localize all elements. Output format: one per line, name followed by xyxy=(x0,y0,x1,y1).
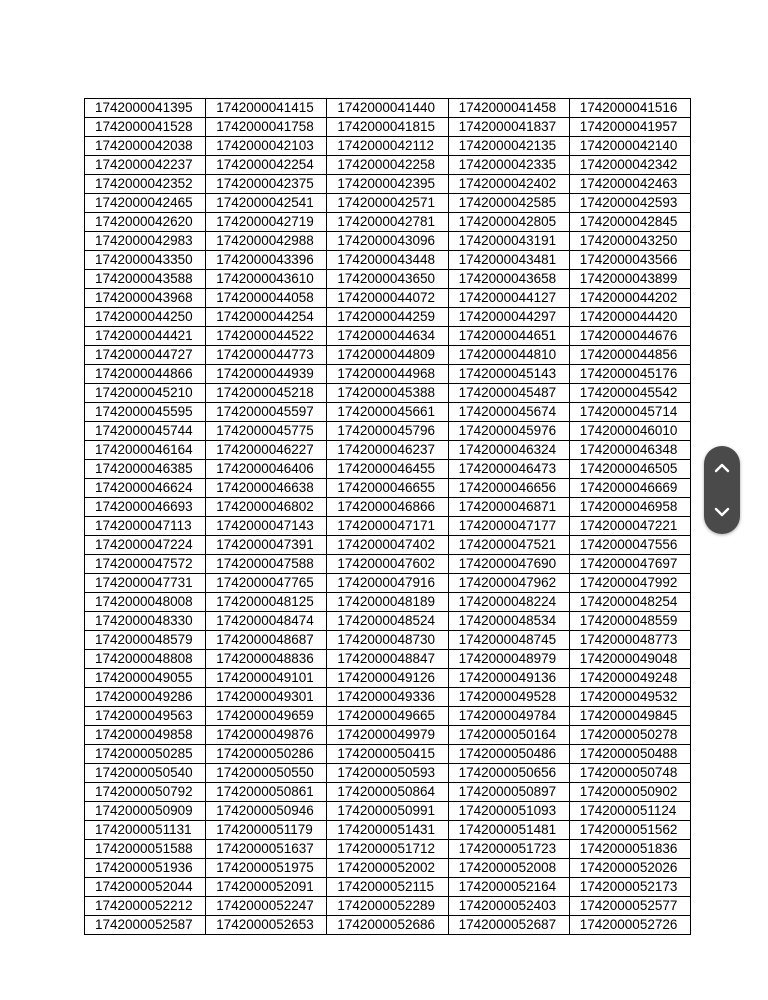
table-row xyxy=(85,593,691,612)
table-cell: 1742000043096 xyxy=(327,232,448,251)
chevron-up-icon xyxy=(714,463,730,473)
table-row xyxy=(85,194,691,213)
table-cell: 1742000042541 xyxy=(206,194,327,213)
table-cell: 1742000050286 xyxy=(206,745,327,764)
table-row xyxy=(85,574,691,593)
table-cell: 1742000044810 xyxy=(448,346,569,365)
table-row xyxy=(85,802,691,821)
table-cell: 1742000052044 xyxy=(85,878,206,897)
table-cell: 1742000049845 xyxy=(569,707,690,726)
table-row xyxy=(85,270,691,289)
table-cell: 1742000044421 xyxy=(85,327,206,346)
table-cell: 1742000043350 xyxy=(85,251,206,270)
table-cell: 1742000045775 xyxy=(206,422,327,441)
table-cell: 1742000050486 xyxy=(448,745,569,764)
table-cell: 1742000041458 xyxy=(448,99,569,118)
table-cell: 1742000043481 xyxy=(448,251,569,270)
scroll-down-button[interactable] xyxy=(704,490,740,534)
table-row xyxy=(85,897,691,916)
table-cell: 1742000044676 xyxy=(569,327,690,346)
table-row xyxy=(85,460,691,479)
table-row xyxy=(85,555,691,574)
table-cell: 1742000050285 xyxy=(85,745,206,764)
table-cell: 1742000041415 xyxy=(206,99,327,118)
table-row xyxy=(85,498,691,517)
table-row xyxy=(85,327,691,346)
table-cell: 1742000047992 xyxy=(569,574,690,593)
table-cell: 1742000051637 xyxy=(206,840,327,859)
table-cell: 1742000044202 xyxy=(569,289,690,308)
table-row xyxy=(85,821,691,840)
table-cell: 1742000048474 xyxy=(206,612,327,631)
table-cell: 1742000044254 xyxy=(206,308,327,327)
table-row xyxy=(85,916,691,935)
table-cell: 1742000051588 xyxy=(85,840,206,859)
table-cell: 1742000043588 xyxy=(85,270,206,289)
table-cell: 1742000042140 xyxy=(569,137,690,156)
table-cell: 1742000043396 xyxy=(206,251,327,270)
table-cell: 1742000052653 xyxy=(206,916,327,935)
table-cell: 1742000045388 xyxy=(327,384,448,403)
table-cell: 1742000050415 xyxy=(327,745,448,764)
table-cell: 1742000050864 xyxy=(327,783,448,802)
table-cell: 1742000042135 xyxy=(448,137,569,156)
table-cell: 1742000042258 xyxy=(327,156,448,175)
scroll-up-button[interactable] xyxy=(704,446,740,490)
table-cell: 1742000046669 xyxy=(569,479,690,498)
table-row xyxy=(85,441,691,460)
table-cell: 1742000045210 xyxy=(85,384,206,403)
table-cell: 1742000044939 xyxy=(206,365,327,384)
table-cell: 1742000049048 xyxy=(569,650,690,669)
table-cell: 1742000046505 xyxy=(569,460,690,479)
table-cell: 1742000042237 xyxy=(85,156,206,175)
table-cell: 1742000047588 xyxy=(206,555,327,574)
table-cell: 1742000049101 xyxy=(206,669,327,688)
table-cell: 1742000051562 xyxy=(569,821,690,840)
table-cell: 1742000044127 xyxy=(448,289,569,308)
table-cell: 1742000043899 xyxy=(569,270,690,289)
table-cell: 1742000047171 xyxy=(327,517,448,536)
table-cell: 1742000052115 xyxy=(327,878,448,897)
table-cell: 1742000044856 xyxy=(569,346,690,365)
table-cell: 1742000048773 xyxy=(569,631,690,650)
table-cell: 1742000048745 xyxy=(448,631,569,650)
table-cell: 1742000044866 xyxy=(85,365,206,384)
table-cell: 1742000051723 xyxy=(448,840,569,859)
table-cell: 1742000046010 xyxy=(569,422,690,441)
table-cell: 1742000046227 xyxy=(206,441,327,460)
table-cell: 1742000044259 xyxy=(327,308,448,327)
table-cell: 1742000050909 xyxy=(85,802,206,821)
table-cell: 1742000045796 xyxy=(327,422,448,441)
table-cell: 1742000041837 xyxy=(448,118,569,137)
table-cell: 1742000045674 xyxy=(448,403,569,422)
table-cell: 1742000043968 xyxy=(85,289,206,308)
table-cell: 1742000049659 xyxy=(206,707,327,726)
table-cell: 1742000042038 xyxy=(85,137,206,156)
table-cell: 1742000042593 xyxy=(569,194,690,213)
table-cell: 1742000045744 xyxy=(85,422,206,441)
table-cell: 1742000048559 xyxy=(569,612,690,631)
table-cell: 1742000044058 xyxy=(206,289,327,308)
table-cell: 1742000045218 xyxy=(206,384,327,403)
table-cell: 1742000045542 xyxy=(569,384,690,403)
table-cell: 1742000050792 xyxy=(85,783,206,802)
table-cell: 1742000048534 xyxy=(448,612,569,631)
table-cell: 1742000050550 xyxy=(206,764,327,783)
number-table xyxy=(84,98,691,935)
table-cell: 1742000048524 xyxy=(327,612,448,631)
table-row xyxy=(85,422,691,441)
table-cell: 1742000052686 xyxy=(327,916,448,935)
table-row xyxy=(85,384,691,403)
table-cell: 1742000049665 xyxy=(327,707,448,726)
table-cell: 1742000049979 xyxy=(327,726,448,745)
table-cell: 1742000047731 xyxy=(85,574,206,593)
table-row xyxy=(85,764,691,783)
table-cell: 1742000047572 xyxy=(85,555,206,574)
table-row xyxy=(85,783,691,802)
page-scroll-controls xyxy=(704,446,740,534)
table-row xyxy=(85,365,691,384)
table-cell: 1742000044773 xyxy=(206,346,327,365)
table-cell: 1742000045143 xyxy=(448,365,569,384)
table-cell: 1742000042571 xyxy=(327,194,448,213)
table-cell: 1742000049528 xyxy=(448,688,569,707)
table-cell: 1742000043191 xyxy=(448,232,569,251)
table-row xyxy=(85,118,691,137)
table-cell: 1742000042352 xyxy=(85,175,206,194)
table-cell: 1742000050861 xyxy=(206,783,327,802)
table-cell: 1742000051131 xyxy=(85,821,206,840)
table-cell: 1742000042103 xyxy=(206,137,327,156)
table-cell: 1742000044522 xyxy=(206,327,327,346)
table-cell: 1742000046324 xyxy=(448,441,569,460)
table-cell: 1742000048847 xyxy=(327,650,448,669)
table-cell: 1742000052002 xyxy=(327,859,448,878)
table-cell: 1742000052008 xyxy=(448,859,569,878)
table-cell: 1742000050991 xyxy=(327,802,448,821)
table-cell: 1742000051179 xyxy=(206,821,327,840)
table-cell: 1742000049336 xyxy=(327,688,448,707)
table-cell: 1742000052587 xyxy=(85,916,206,935)
table-row xyxy=(85,213,691,232)
table-cell: 1742000043658 xyxy=(448,270,569,289)
table-cell: 1742000051936 xyxy=(85,859,206,878)
table-cell: 1742000047697 xyxy=(569,555,690,574)
table-cell: 1742000042988 xyxy=(206,232,327,251)
table-cell: 1742000041957 xyxy=(569,118,690,137)
table-cell: 1742000044727 xyxy=(85,346,206,365)
table-cell: 1742000049858 xyxy=(85,726,206,745)
table-cell: 1742000047177 xyxy=(448,517,569,536)
table-cell: 1742000052687 xyxy=(448,916,569,935)
table-cell: 1742000051836 xyxy=(569,840,690,859)
table-row xyxy=(85,99,691,118)
table-cell: 1742000041395 xyxy=(85,99,206,118)
table-cell: 1742000042620 xyxy=(85,213,206,232)
table-cell: 1742000051124 xyxy=(569,802,690,821)
table-cell: 1742000049563 xyxy=(85,707,206,726)
table-cell: 1742000046237 xyxy=(327,441,448,460)
table-cell: 1742000049286 xyxy=(85,688,206,707)
table-cell: 1742000042402 xyxy=(448,175,569,194)
table-row xyxy=(85,403,691,422)
table-cell: 1742000046866 xyxy=(327,498,448,517)
table-cell: 1742000048979 xyxy=(448,650,569,669)
table-cell: 1742000047962 xyxy=(448,574,569,593)
table-cell: 1742000048687 xyxy=(206,631,327,650)
number-table-body xyxy=(85,99,691,935)
table-row xyxy=(85,137,691,156)
table-cell: 1742000052091 xyxy=(206,878,327,897)
table-cell: 1742000046656 xyxy=(448,479,569,498)
table-cell: 1742000046473 xyxy=(448,460,569,479)
table-cell: 1742000050897 xyxy=(448,783,569,802)
table-cell: 1742000042112 xyxy=(327,137,448,156)
table-cell: 1742000052577 xyxy=(569,897,690,916)
table-cell: 1742000047113 xyxy=(85,517,206,536)
table-row xyxy=(85,175,691,194)
table-cell: 1742000048579 xyxy=(85,631,206,650)
table-row xyxy=(85,726,691,745)
table-cell: 1742000051481 xyxy=(448,821,569,840)
table-cell: 1742000047391 xyxy=(206,536,327,555)
table-cell: 1742000043610 xyxy=(206,270,327,289)
table-cell: 1742000052173 xyxy=(569,878,690,897)
table-cell: 1742000042719 xyxy=(206,213,327,232)
table-cell: 1742000041758 xyxy=(206,118,327,137)
table-cell: 1742000042395 xyxy=(327,175,448,194)
table-cell: 1742000048008 xyxy=(85,593,206,612)
table-cell: 1742000046655 xyxy=(327,479,448,498)
table-row xyxy=(85,650,691,669)
table-cell: 1742000047143 xyxy=(206,517,327,536)
table-cell: 1742000046802 xyxy=(206,498,327,517)
table-cell: 1742000045661 xyxy=(327,403,448,422)
table-cell: 1742000046958 xyxy=(569,498,690,517)
table-cell: 1742000047690 xyxy=(448,555,569,574)
chevron-down-icon xyxy=(714,507,730,517)
table-cell: 1742000049876 xyxy=(206,726,327,745)
table-cell: 1742000049248 xyxy=(569,669,690,688)
table-cell: 1742000048224 xyxy=(448,593,569,612)
table-cell: 1742000049301 xyxy=(206,688,327,707)
table-cell: 1742000046455 xyxy=(327,460,448,479)
table-cell: 1742000047916 xyxy=(327,574,448,593)
table-row xyxy=(85,232,691,251)
table-cell: 1742000050902 xyxy=(569,783,690,802)
table-cell: 1742000046693 xyxy=(85,498,206,517)
table-cell: 1742000044634 xyxy=(327,327,448,346)
table-cell: 1742000043650 xyxy=(327,270,448,289)
table-cell: 1742000051712 xyxy=(327,840,448,859)
table-cell: 1742000041815 xyxy=(327,118,448,137)
table-cell: 1742000045487 xyxy=(448,384,569,403)
table-cell: 1742000050946 xyxy=(206,802,327,821)
table-cell: 1742000042465 xyxy=(85,194,206,213)
table-row xyxy=(85,669,691,688)
table-cell: 1742000045714 xyxy=(569,403,690,422)
table-cell: 1742000050488 xyxy=(569,745,690,764)
table-cell: 1742000048254 xyxy=(569,593,690,612)
table-row xyxy=(85,517,691,536)
table-row xyxy=(85,612,691,631)
table-row xyxy=(85,745,691,764)
table-cell: 1742000052726 xyxy=(569,916,690,935)
table-cell: 1742000043250 xyxy=(569,232,690,251)
table-cell: 1742000050278 xyxy=(569,726,690,745)
table-cell: 1742000045176 xyxy=(569,365,690,384)
table-cell: 1742000041440 xyxy=(327,99,448,118)
table-cell: 1742000049055 xyxy=(85,669,206,688)
table-cell: 1742000042463 xyxy=(569,175,690,194)
table-cell: 1742000046638 xyxy=(206,479,327,498)
table-cell: 1742000047602 xyxy=(327,555,448,574)
table-cell: 1742000052289 xyxy=(327,897,448,916)
table-cell: 1742000052212 xyxy=(85,897,206,916)
table-cell: 1742000042585 xyxy=(448,194,569,213)
table-cell: 1742000045595 xyxy=(85,403,206,422)
table-cell: 1742000050164 xyxy=(448,726,569,745)
table-cell: 1742000042805 xyxy=(448,213,569,232)
table-cell: 1742000052026 xyxy=(569,859,690,878)
table-cell: 1742000044809 xyxy=(327,346,448,365)
table-cell: 1742000048836 xyxy=(206,650,327,669)
table-cell: 1742000048125 xyxy=(206,593,327,612)
table-cell: 1742000050540 xyxy=(85,764,206,783)
table-row xyxy=(85,346,691,365)
table-row xyxy=(85,251,691,270)
table-cell: 1742000041516 xyxy=(569,99,690,118)
table-cell: 1742000051093 xyxy=(448,802,569,821)
table-cell: 1742000048189 xyxy=(327,593,448,612)
table-cell: 1742000047556 xyxy=(569,536,690,555)
table-cell: 1742000044297 xyxy=(448,308,569,327)
table-cell: 1742000052403 xyxy=(448,897,569,916)
table-row xyxy=(85,308,691,327)
table-cell: 1742000051431 xyxy=(327,821,448,840)
table-row xyxy=(85,859,691,878)
table-cell: 1742000046164 xyxy=(85,441,206,460)
table-cell: 1742000041528 xyxy=(85,118,206,137)
table-row xyxy=(85,878,691,897)
table-cell: 1742000051975 xyxy=(206,859,327,878)
table-cell: 1742000052247 xyxy=(206,897,327,916)
table-cell: 1742000044420 xyxy=(569,308,690,327)
table-cell: 1742000045976 xyxy=(448,422,569,441)
table-cell: 1742000042375 xyxy=(206,175,327,194)
table-cell: 1742000045597 xyxy=(206,403,327,422)
table-cell: 1742000044651 xyxy=(448,327,569,346)
table-cell: 1742000047221 xyxy=(569,517,690,536)
table-cell: 1742000048330 xyxy=(85,612,206,631)
table-cell: 1742000049136 xyxy=(448,669,569,688)
table-cell: 1742000048808 xyxy=(85,650,206,669)
table-cell: 1742000042342 xyxy=(569,156,690,175)
table-cell: 1742000047521 xyxy=(448,536,569,555)
table-cell: 1742000049532 xyxy=(569,688,690,707)
table-cell: 1742000050656 xyxy=(448,764,569,783)
table-cell: 1742000047402 xyxy=(327,536,448,555)
table-cell: 1742000043448 xyxy=(327,251,448,270)
table-row xyxy=(85,707,691,726)
table-cell: 1742000044968 xyxy=(327,365,448,384)
table-cell: 1742000050748 xyxy=(569,764,690,783)
table-cell: 1742000042254 xyxy=(206,156,327,175)
table-cell: 1742000049126 xyxy=(327,669,448,688)
table-row xyxy=(85,631,691,650)
table-row xyxy=(85,536,691,555)
table-row xyxy=(85,289,691,308)
table-row xyxy=(85,156,691,175)
table-cell: 1742000046406 xyxy=(206,460,327,479)
table-cell: 1742000052164 xyxy=(448,878,569,897)
table-cell: 1742000042335 xyxy=(448,156,569,175)
table-row xyxy=(85,479,691,498)
table-cell: 1742000042983 xyxy=(85,232,206,251)
table-cell: 1742000049784 xyxy=(448,707,569,726)
table-row xyxy=(85,688,691,707)
table-cell: 1742000044250 xyxy=(85,308,206,327)
table-cell: 1742000043566 xyxy=(569,251,690,270)
table-cell: 1742000042781 xyxy=(327,213,448,232)
table-cell: 1742000050593 xyxy=(327,764,448,783)
table-cell: 1742000042845 xyxy=(569,213,690,232)
table-row xyxy=(85,840,691,859)
table-cell: 1742000048730 xyxy=(327,631,448,650)
table-cell: 1742000047224 xyxy=(85,536,206,555)
table-cell: 1742000044072 xyxy=(327,289,448,308)
table-cell: 1742000047765 xyxy=(206,574,327,593)
table-cell: 1742000046348 xyxy=(569,441,690,460)
table-cell: 1742000046871 xyxy=(448,498,569,517)
table-cell: 1742000046385 xyxy=(85,460,206,479)
table-cell: 1742000046624 xyxy=(85,479,206,498)
